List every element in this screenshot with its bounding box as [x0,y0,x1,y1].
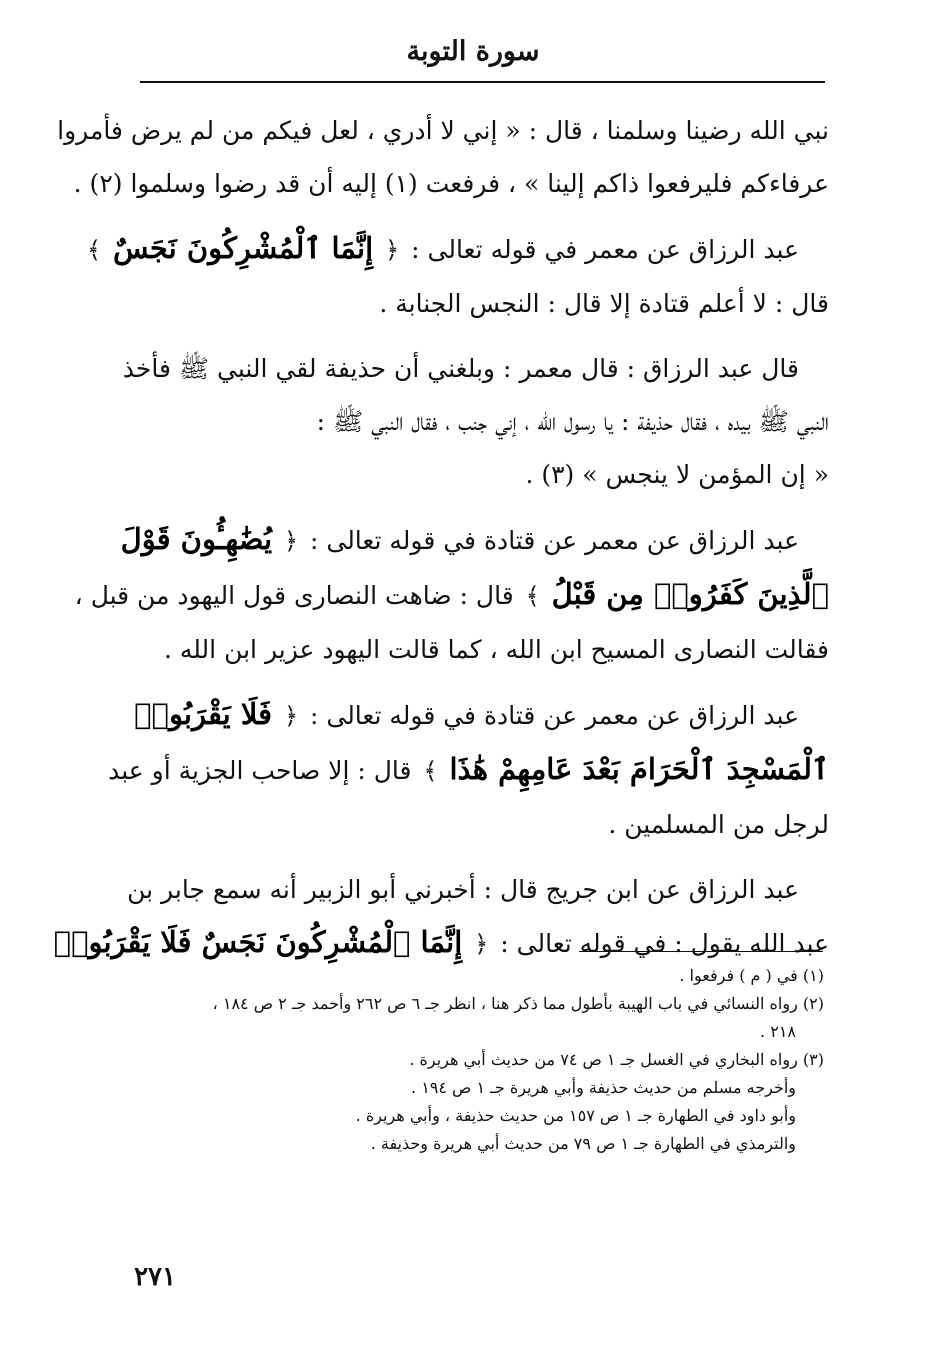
text-line [108,743,829,798]
verse-open-ornament: ﴿ [283,702,299,730]
footnote-continuation: والترمذي في الطهارة جـ ١ ص ٧٩ من حديث أبي هريرة وحذيفة . [370,1134,796,1153]
text-line: « إن المؤمن لا ينجس » (٣) . [525,460,829,489]
verse-open-ornament: ﴿ [385,236,400,264]
footnote-continuation: وأخرجه مسلم من حديث حذيفة وأبي هريرة جـ ١ ص ١٩٤ . [411,1078,796,1097]
narration-intro: عبد الرزاق عن معمر عن قتادة في قوله تعالى : [309,526,799,555]
quran-verse: فَلَا يَقْرَبُوا۟ [134,697,273,731]
header-rule [140,81,825,83]
footnote: (٣) رواه البخاري في الغسل جـ ١ ص ٧٤ من حديث أبي هريرة . [409,1050,824,1069]
text-line: عرفاءكم فليرفعوا ذاكم إلينا » ، فرفعت (١) إليه أن قد رضوا وسلموا (٢) . [73,169,829,198]
verse-close-ornament: ﴾ [86,236,101,264]
narration-text: قال : ضاهت النصارى قول اليهود من قبل ، [74,581,514,610]
verse-close-ornament: ﴾ [423,757,438,785]
verse-open-ornament: ﴿ [474,930,489,958]
text-line [135,688,829,743]
footnote-continuation: وأبو داود في الطهارة جـ ١ ص ١٥٧ من حديث حذيفة ، وأبي هريرة . [355,1106,796,1125]
text-line: نبي الله رضينا وسلمنا ، قال : « إني لا أدري ، لعل فيكم من لم يرض فأمروا [57,116,829,145]
body-text [53,104,829,983]
quran-verse: إِنَّمَا ٱلْمُشْرِكُونَ نَجَسٌ فَلَا يَقْرَبُوا۟ [53,925,463,959]
narration-intro: عبد الرزاق عن معمر عن قتادة في قوله تعالى : [309,701,799,730]
paragraph-3 [122,342,829,501]
footnote-continuation: ٢١٨ . [760,1022,796,1041]
text-line: قال : لا أعلم قتادة إلا قال : النجس الجنابة . [379,289,829,318]
paragraph-4 [74,513,829,676]
paragraph-1 [57,104,829,210]
page-number: ٢٧١ [134,1262,176,1292]
text-line: لرجل من المسلمين . [608,810,829,839]
footnote: (١) في ( م ) فرفعوا . [679,966,824,985]
narration-intro: عبد الرزاق عن معمر في قوله تعالى : [411,235,799,264]
quran-verse: ٱلْمَسْجِدَ ٱلْحَرَامَ بَعْدَ عَامِهِمْ هَٰذَا [449,752,829,786]
narration-text: عبد الله يقول : في قوله تعالى : [500,929,829,958]
verse-close-ornament: ﴾ [525,582,540,610]
text-line: عبد الرزاق عن ابن جريج قال : أخبرني أبو الزبير أنه سمع جابر بن [127,875,799,904]
text-line [74,568,829,623]
text-line: النبي ﷺ بيده ، فقال حذيفة : يا رسول الله ، إني جنب ، فقال النبي ﷺ : [316,407,829,436]
quran-verse: إِنَّمَا ٱلْمُشْرِكُونَ نَجَسٌ [112,231,374,265]
text-line: فقالت النصارى المسيح ابن الله ، كما قالت اليهود عزير ابن الله . [163,635,829,664]
paragraph-5 [108,688,829,851]
quran-verse: يُضَٰهِـُٔونَ قَوْلَ [120,522,273,556]
quran-verse: ٱلَّذِينَ كَفَرُوا۟ مِن قَبْلُ [551,577,829,611]
footnotes [120,962,824,1158]
verse-open-ornament: ﴿ [283,527,299,555]
text-line: قال عبد الرزاق : قال معمر : وبلغني أن حذيفة لقي النبي ﷺ فأخذ [122,354,799,383]
narration-text: قال : إلا صاحب الجزية أو عبد [108,756,412,785]
paragraph-2 [86,222,829,330]
paragraph-6 [53,863,829,971]
page-header-title: سورة التوبة [406,36,540,67]
footnote-rule [579,951,823,952]
text-line [86,222,829,277]
footnote: (٢) رواه النسائي في باب الهيبة بأطول مما ذكر هنا ، انظر جـ ٦ ص ٢٦٢ وأحمد جـ ٢ ص ١٨٤ ، [212,994,824,1013]
text-line [120,513,829,568]
